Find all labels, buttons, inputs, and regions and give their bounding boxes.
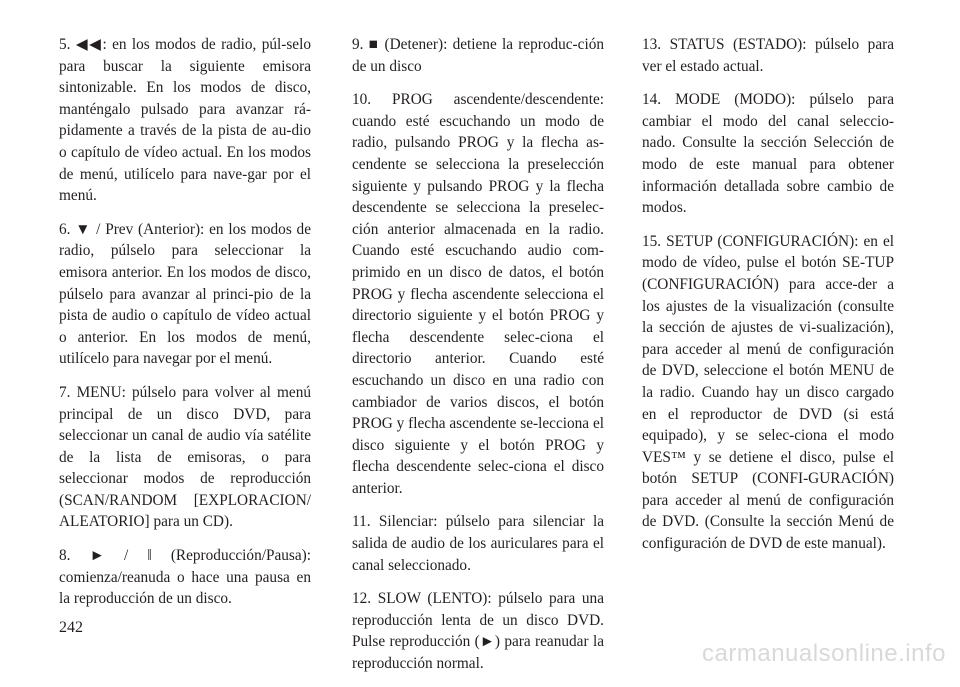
text-column-2 [352,34,604,687]
page-number: 242 [59,619,83,636]
paragraph-item-8: 8. ► / ‖ (Reproducción/Pausa): comienza/reanuda o hace una pausa en la reproducción de un disco. [59,547,311,608]
paragraph-item-9: 9. ■ (Detener): detiene la reproduc-ción de un disco [352,36,604,75]
paragraph-item-6: 6. ▼ / Prev (Anterior): en los modos de radio, púlselo para seleccionar la emisora anterior. En los modos de disco, púlselo para avanzar al princi-pio de la pista de audio o capítulo de vídeo actual o anterior. En los modos de menú, utilícelo para navegar por el menú. [59,220,311,368]
paragraph-item-12: 12. SLOW (LENTO): púlselo para una reproducción lenta de un disco DVD. Pulse reproducción (►) para reanudar la reproducción normal. [352,590,604,673]
paragraph-item-11: 11. Silenciar: púlselo para silenciar la salida de audio de los auriculares para el canal seleccionado. [352,513,604,574]
paragraph-item-10: 10. PROG ascendente/descendente: cuando esté escuchando un modo de radio, pulsando PROG y la flecha as-cendente se selecciona la preselección siguiente y pulsando PROG y la flecha descendente se selecciona la preselec-ción anterior almacenada en la radio. Cuando esté escuchando audio com-primido en un disco de datos, el botón PROG y flecha ascendente selecciona el directorio siguiente y el botón PROG y flecha descendente selec-ciona el directorio anterior. Cuando esté escuchando un disco en una radio con cambiador de varios discos, el botón PROG y flecha ascendente se-lecciona el disco siguiente y el botón PROG y flecha descendente selec-ciona el disco anterior. [352,91,604,497]
paragraph-item-14: 14. MODE (MODO): púlselo para cambiar el modo del canal seleccio-nado. Consulte la sección Selección de modo de este manual para obtener información detallada sobre cambio de modos. [642,91,894,217]
text-column-1 [59,34,311,622]
paragraph-item-5: 5. ◀◀: en los modos de radio, púl-selo para buscar la siguiente emisora sintonizable. En los modos de disco, manténgalo pulsado para avanzar rá-pidamente a través de la pista de au-dio o capítulo de vídeo actual. En los modos de menú, utilícelo para nave-gar por el menú. [59,36,311,205]
watermark: carmanualsonline.info [702,640,946,667]
paragraph-item-15: 15. SETUP (CONFIGURACIÓN): en el modo de vídeo, pulse el botón SE-TUP (CONFIGURACIÓN) para acce-der a los ajustes de la visualización (consulte la sección de ajustes de vi-sualización), para acceder al menú de configuración de DVD, seleccione el botón MENU de la radio. Cuando hay un disco cargado en el reproductor de DVD (si está equipado), y se selec-ciona el modo VES™ y se detiene el disco, pulse el botón SETUP (CONFI-GURACIÓN) para acceder al menú de configuración de DVD. (Consulte la sección Menú de configuración de DVD de este manual). [642,232,894,553]
paragraph-item-7: 7. MENU: púlselo para volver al menú principal de un disco DVD, para seleccionar un canal de audio vía satélite de la lista de emisoras, o para seleccionar modos de reproducción (SCAN/RANDOM [EXPLORACION/ ALEATORIO] para un CD). [59,383,311,531]
text-column-3 [642,34,894,567]
paragraph-item-13: 13. STATUS (ESTADO): púlselo para ver el estado actual. [642,36,894,75]
